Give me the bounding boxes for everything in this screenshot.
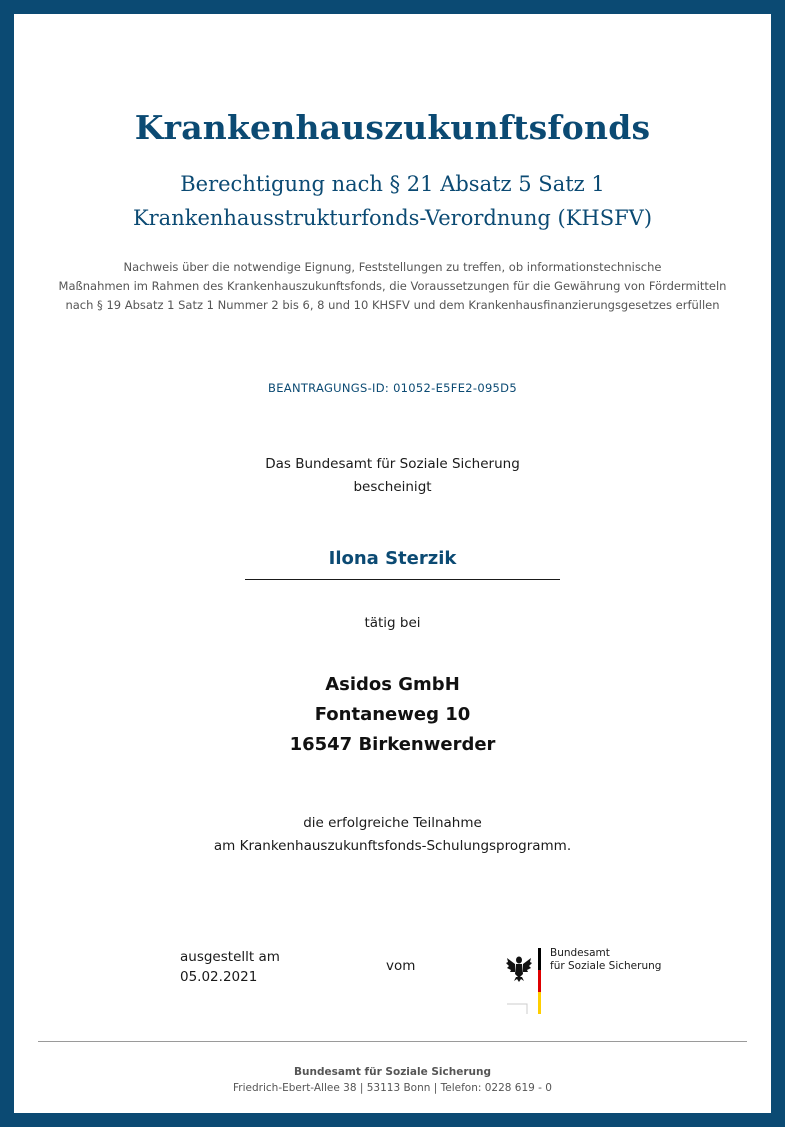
application-id	[0, 381, 785, 395]
person-name: Ilona Sterzik	[328, 548, 457, 569]
employed-at-label: tätig bei	[364, 615, 421, 631]
company-street: Fontaneweg 10	[314, 704, 471, 725]
company-city: 16547 Birkenwerder	[289, 734, 496, 755]
footer-divider	[38, 1041, 747, 1042]
description-line3: nach § 19 Absatz 1 Satz 1 Nummer 2 bis 6, 8 und 10 KHSFV und dem Krankenhausfinanzierungsgesetzes erfüllen	[65, 298, 720, 312]
company-name: Asidos GmbH	[325, 674, 460, 695]
flag-gold	[538, 992, 541, 1014]
flag-red	[538, 970, 541, 992]
certificate-title: Krankenhauszukunftsfonds	[134, 108, 651, 147]
flag-black	[538, 948, 541, 970]
eagle-icon	[506, 957, 532, 983]
participation-line1: die erfolgreiche Teilnahme	[303, 815, 482, 831]
certifier-line2: bescheinigt	[353, 479, 432, 495]
certifier-line1: Das Bundesamt für Soziale Sicherung	[265, 456, 520, 472]
logo-text-line1: Bundesamt	[550, 947, 610, 959]
logo-text-line2: für Soziale Sicherung	[550, 960, 662, 972]
participation-line2: am Krankenhauszukunftsfonds-Schulungsprogramm.	[213, 838, 572, 854]
description-line2: Maßnahmen im Rahmen des Krankenhauszukunftsfonds, die Voraussetzungen für die Gewährung von Fördermitteln	[58, 279, 727, 293]
name-underline	[245, 579, 560, 580]
application-id-value: 01052-E5FE2-095D5	[393, 381, 517, 395]
footer-address: Friedrich-Ebert-Allee 38 | 53113 Bonn | Telefon: 0228 619 - 0	[233, 1082, 552, 1094]
issued-date: 05.02.2021	[180, 969, 258, 985]
issued-by-label: vom	[386, 958, 416, 974]
certificate-subtitle-line1: Berechtigung nach § 21 Absatz 5 Satz 1	[180, 172, 605, 196]
issued-label: ausgestellt am	[180, 949, 280, 965]
certificate-subtitle-line2: Krankenhausstrukturfonds-Verordnung (KHSFV)	[132, 206, 653, 230]
footer-organization: Bundesamt für Soziale Sicherung	[294, 1066, 491, 1078]
application-id-label: BEANTRAGUNGS-ID:	[268, 381, 390, 395]
description-line1: Nachweis über die notwendige Eignung, Feststellungen zu treffen, ob informationstechnische	[123, 260, 662, 274]
